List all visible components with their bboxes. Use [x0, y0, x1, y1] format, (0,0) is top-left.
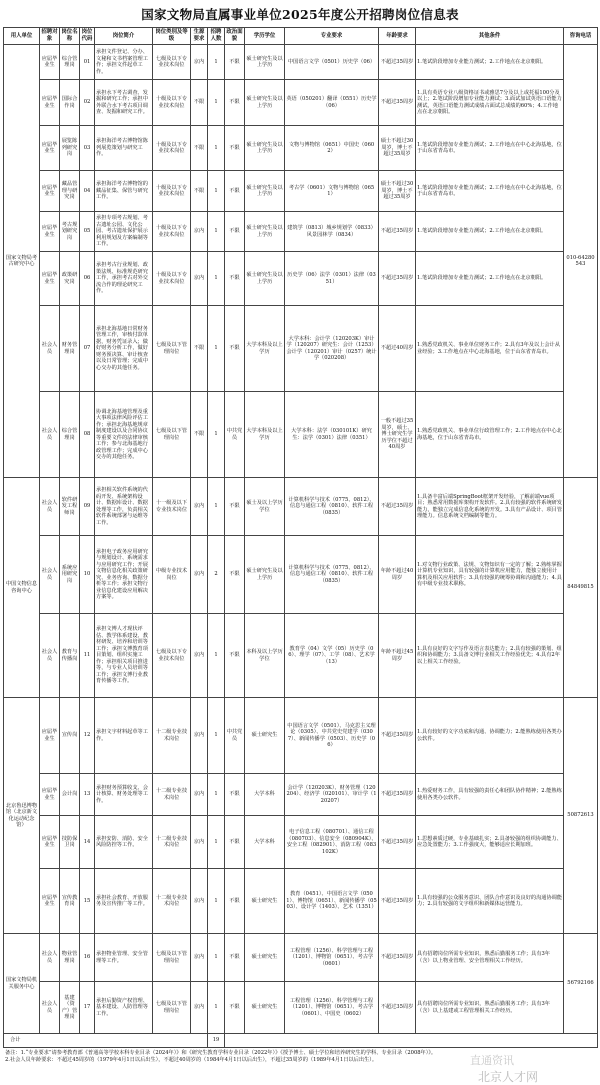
- conditions-cell: 具有招聘岗位所需专业知识，熟悉后勤服务工作；具有3年（含）以上物业管理、安全管理相关工作经历。: [416, 934, 564, 982]
- political-cell: 不限: [225, 171, 245, 212]
- major-cell: 工程管理（1256）、科学管理与工程（1201）、博物馆（0651）、考古学（0601）: [285, 934, 379, 982]
- target-cell: 应届毕业生: [40, 80, 60, 126]
- intro-cell: 承担物业管理、安全管理等工作。: [95, 934, 153, 982]
- watermark: 直通资讯: [470, 1054, 514, 1067]
- level-cell: 十二级专业技术岗位: [153, 869, 191, 934]
- education-cell: 大学本科: [245, 774, 285, 816]
- level-cell: 十级及以下专业技术岗位: [153, 252, 191, 306]
- political-cell: 不限: [225, 536, 245, 614]
- level-cell: 十二级专业技术岗位: [153, 774, 191, 816]
- document-title: 国家文物局直属事业单位2025年度公开招聘岗位信息表: [141, 7, 459, 22]
- post-name-cell: 政策研究岗: [60, 252, 80, 306]
- post-code-cell: 12: [80, 698, 95, 774]
- education-cell: 硕士研究生及以上学历: [245, 212, 285, 252]
- post-name-cell: 国际合作岗: [60, 80, 80, 126]
- post-name-cell: 基建（资产）管理岗: [60, 982, 80, 1034]
- major-cell: 教育（0451）、中国语言文学（0501）、博物馆（0651）、新闻传播学（0503）、设计学（1403）、艺术（1351）: [285, 869, 379, 934]
- table-row: [4, 212, 598, 252]
- age-cell: 不超过35周岁: [379, 212, 416, 252]
- post-name-cell: 软件研发工程师岗: [60, 478, 80, 536]
- column-header: 咨询电话: [564, 28, 598, 45]
- level-cell: 七级及以下管理岗位: [153, 982, 191, 1034]
- unit-name-cell: 国家文物局机关服务中心: [4, 934, 40, 1034]
- origin-cell: 京内: [191, 982, 208, 1034]
- intro-cell: 承担文博人才现状评估、教学体系建设、教材研发、培养和培训等工作；承担文博教育项目策划、组织实施工作；承担相关项目推进等，与专业人员培训等工作；承担文博行业教育传播等工作。: [95, 614, 153, 698]
- origin-cell: 京内: [191, 614, 208, 698]
- count-cell: 1: [208, 614, 225, 698]
- phone-cell: 010-64280543: [564, 45, 598, 478]
- post-code-cell: 16: [80, 934, 95, 982]
- major-cell: 英语（050201）翻译（0551）历史学（06）: [285, 80, 379, 126]
- post-code-cell: 14: [80, 816, 95, 869]
- intro-cell: 承担海洋考古博物馆陈列展览策划与研究工作。: [95, 126, 153, 171]
- table-row: [4, 934, 598, 982]
- political-cell: 不限: [225, 816, 245, 869]
- political-cell: 不限: [225, 774, 245, 816]
- major-cell: 中国语言文学（0501）历史学（06）: [285, 45, 379, 80]
- unit-name-cell: 北京鲁迅博物馆（北京新文化运动纪念馆）: [4, 698, 40, 934]
- target-cell: 社会人员: [40, 306, 60, 392]
- post-name-cell: 技防保卫岗: [60, 816, 80, 869]
- target-cell: 社会人员: [40, 614, 60, 698]
- level-cell: 七级及以下专业技术岗位: [153, 45, 191, 80]
- origin-cell: 京内: [191, 252, 208, 306]
- political-cell: 不限: [225, 80, 245, 126]
- intro-cell: 承担相关软件系统的代码开发、系统架构设计、数据库设计、数据处理等工作，负责相关软件系统部署与运维等工作。: [95, 478, 153, 536]
- level-cell: 七级及以下专业技术岗位: [153, 614, 191, 698]
- table-row: [4, 536, 598, 614]
- table-row: [4, 252, 598, 306]
- major-cell: 建筑学（0813）城乡规划学（0833）风景园林学（0834）: [285, 212, 379, 252]
- post-name-cell: 综合管理岗: [60, 392, 80, 478]
- column-header: 政治面貌: [225, 28, 245, 45]
- total-label: 合计: [4, 1034, 208, 1048]
- table-row: [4, 774, 598, 816]
- post-code-cell: 06: [80, 252, 95, 306]
- age-cell: 不超过35周岁: [379, 869, 416, 934]
- education-cell: 硕士研究生及以上学历: [245, 80, 285, 126]
- watermark: 北京人才网: [478, 1070, 539, 1084]
- origin-cell: 不限: [191, 126, 208, 171]
- count-cell: 1: [208, 934, 225, 982]
- intro-cell: 承担考古行业规划、政策法规、标准规范研究工作，承担考古对外交流合作的理论研究工作。: [95, 252, 153, 306]
- age-cell: 不超过35周岁: [379, 816, 416, 869]
- conditions-cell: 1.思想素质过硬，专业基础扎实；2.具备较强的组织协调能力、应急处置能力；3.工作强度大，能够适应长期加班。: [416, 816, 564, 869]
- post-code-cell: 01: [80, 45, 95, 80]
- post-name-cell: 系统应用研究岗: [60, 536, 80, 614]
- table-row: [4, 126, 598, 171]
- post-code-cell: 08: [80, 392, 95, 478]
- post-name-cell: 宣传岗: [60, 698, 80, 774]
- intro-cell: 协调北海基地管理及重大事项法律风险评估工作；承担北海基地规章制度建设以及合同协议等重要文件的法律审核工作；参与北海基地行政管理工作；完成中心交办的其他任务。: [95, 392, 153, 478]
- intro-cell: 承担社会教育、开放服务及宣传推广等工作。: [95, 869, 153, 934]
- education-cell: 硕士研究生及以上学历: [245, 171, 285, 212]
- unit-name-cell: 国家文物局考古研究中心: [4, 45, 40, 478]
- origin-cell: 京内: [191, 816, 208, 869]
- post-code-cell: 13: [80, 774, 95, 816]
- origin-cell: 不限: [191, 392, 208, 478]
- post-code-cell: 04: [80, 171, 95, 212]
- intro-cell: 承担北海基地日常财务管理工作，审核付款单据，财务凭证录入；做好财务分析工作，做好财务预决算、审计核查以及日常管理；完成中心交办的其他任务。: [95, 306, 153, 392]
- count-cell: 1: [208, 392, 225, 478]
- intro-cell: 承担财务预算收支、会计核算、财务处理等工作。: [95, 774, 153, 816]
- post-name-cell: 物业管理岗: [60, 934, 80, 982]
- major-cell: 历史学（06）法学（0301）法律（0351）: [285, 252, 379, 306]
- intro-cell: 承担专项考古规划、考古遗址公园、文化公园、考古遗址保护展示利用规划及方案编制等工作。: [95, 212, 153, 252]
- conditions-cell: 1.笔试阶段增加专业能力测试；2.工作地点在中心北海基地，位于山东省青岛市。: [416, 126, 564, 171]
- education-cell: 大学本科: [245, 816, 285, 869]
- column-header: 岗位类别及等级: [153, 28, 191, 45]
- total-blank: [225, 1034, 598, 1048]
- target-cell: 应届毕业生: [40, 252, 60, 306]
- political-cell: 不限: [225, 45, 245, 80]
- target-cell: 应届毕业生: [40, 774, 60, 816]
- education-cell: 硕士研究生及以上学历: [245, 126, 285, 171]
- level-cell: 七级及以下管理岗位: [153, 934, 191, 982]
- intro-cell: 承担电子政务应用研究与规划设计、系统需求与应用研究工作；开展文物信息化相关政策研究、业务咨询、数据分析等工作；承担文物行业信息化建设应用解决方案等。: [95, 536, 153, 614]
- level-cell: 十二级专业技术岗位: [153, 698, 191, 774]
- intro-cell: 承担后勤资产权管理、基本建设、人防管理等工作。: [95, 982, 153, 1034]
- intro-cell: 承担文字材料起草等工作。: [95, 698, 153, 774]
- count-cell: 1: [208, 982, 225, 1034]
- post-code-cell: 17: [80, 982, 95, 1034]
- conditions-cell: 1.具有英语专业八级资格证书或雅思7分及以上或托福100分及以上；2.笔试阶段增加专业能力测试；3.面试加试英语口语能力测试，英语口语能力测试成绩占面试总成绩的60%；4.工作地点在北京朝阳。: [416, 80, 564, 126]
- phone-cell: 84849815: [564, 478, 598, 698]
- total-count: 19: [208, 1034, 225, 1048]
- intro-cell: 承担文件登记、分办、文秘和文书档案管理工作；承担文件起草工作。: [95, 45, 153, 80]
- target-cell: 社会人员: [40, 392, 60, 478]
- conditions-cell: 1.具有良好的文字写作及语言表达能力；2.具有较强的策划、组织和协调能力；3.具备文博行业相关工作经验优先；4.具有2年以上相关工作经验。: [416, 614, 564, 698]
- age-cell: 不超过35周岁: [379, 982, 416, 1034]
- target-cell: 应届毕业生: [40, 698, 60, 774]
- count-cell: 1: [208, 816, 225, 869]
- unit-name-cell: 中国文物信息咨询中心: [4, 478, 40, 698]
- table-row: [4, 698, 598, 774]
- table-row: [4, 982, 598, 1034]
- age-cell: 硕士不超过30周岁，博士不超过35周岁: [379, 171, 416, 212]
- table-row: [4, 478, 598, 536]
- education-cell: 硕士研究生: [245, 934, 285, 982]
- origin-cell: 京内: [191, 774, 208, 816]
- education-cell: 硕士研究生: [245, 698, 285, 774]
- origin-cell: 不限: [191, 306, 208, 392]
- political-cell: 不限: [225, 614, 245, 698]
- table-row: [4, 80, 598, 126]
- table-body: [4, 45, 598, 1048]
- age-cell: 不超过35周岁: [379, 698, 416, 774]
- origin-cell: 不限: [191, 80, 208, 126]
- origin-cell: 京内: [191, 934, 208, 982]
- education-cell: 硕士研究生及以上学历: [245, 252, 285, 306]
- political-cell: 不限: [225, 934, 245, 982]
- education-cell: 大学本科及以上学历: [245, 306, 285, 392]
- conditions-cell: 1.笔试阶段增加专业能力测试；2.工作地点在北京朝阳。: [416, 252, 564, 306]
- level-cell: 七级及以下管理岗位: [153, 306, 191, 392]
- post-code-cell: 03: [80, 126, 95, 171]
- target-cell: 社会人员: [40, 982, 60, 1034]
- major-cell: 大学本科：会计学（120203K）审计学（120207）研究生：会计（1253）会计学（120201）审计（0257）统计学（020208）: [285, 306, 379, 392]
- column-header: 年龄要求: [379, 28, 416, 45]
- table-header-row: [4, 28, 598, 45]
- count-cell: 1: [208, 774, 225, 816]
- major-cell: 工程管理（1256）、科学管理与工程（1201）、博物馆（0651）、考古学（0601）、中国史（0602）: [285, 982, 379, 1034]
- post-name-cell: 财务管理岗: [60, 306, 80, 392]
- education-cell: 硕士研究生: [245, 869, 285, 934]
- level-cell: 十一级及以下专业技术岗位: [153, 478, 191, 536]
- origin-cell: 京内: [191, 869, 208, 934]
- count-cell: 1: [208, 126, 225, 171]
- count-cell: 1: [208, 252, 225, 306]
- age-cell: 一般不超过35周岁，硕士、博士研究生学历学位不超过40周岁: [379, 392, 416, 478]
- intro-cell: 承担海洋考古博物馆的藏品征集、保管与研究工作。: [95, 171, 153, 212]
- origin-cell: 不限: [191, 171, 208, 212]
- major-cell: 大学本科：法学（030101K）研究生：法学（0301）法律（0351）: [285, 392, 379, 478]
- major-cell: 中国语言文学（0501）、马克思主义理论（0305）、中共党史党建学（0307）、新闻传播学（0503）、历史学（06）: [285, 698, 379, 774]
- origin-cell: 京内: [191, 212, 208, 252]
- conditions-cell: 具有招聘岗位所需专业知识，熟悉后勤服务工作；具有3年（含）以上基建或工程管理相关工作经历。: [416, 982, 564, 1034]
- political-cell: 不限: [225, 306, 245, 392]
- major-cell: 计算机科学与技术（0775、0812）、信息与通信工程（0810）、软件工程（0835）: [285, 536, 379, 614]
- target-cell: 应届毕业生: [40, 126, 60, 171]
- political-cell: 中共党员: [225, 698, 245, 774]
- job-table: [3, 27, 598, 1048]
- count-cell: 1: [208, 306, 225, 392]
- major-cell: 计算机科学与技术（0775、0812）、信息与通信工程（0810）、软件工程（0835）: [285, 478, 379, 536]
- major-cell: 考古学（0601）文物与博物馆（0651）: [285, 171, 379, 212]
- phone-cell: 56792166: [564, 934, 598, 1034]
- conditions-cell: 1.熟悉党政机关、事业单位行政管理工作；2.工作地点在中心北海基地，位于山东省青岛市。: [416, 392, 564, 478]
- major-cell: 电子信息工程（080701）、通信工程（080703）、信息安全（080904K）、安全工程（082901）、消防工程（083102K）: [285, 816, 379, 869]
- conditions-cell: 1.具有较好的文字功底和沟通、协调能力；2.能熟练使用各类办公软件。: [416, 698, 564, 774]
- column-header: 岗位名称: [60, 28, 80, 45]
- note-line: 备注：1.“专业要求”请参考教育部《普通高等学校本科专业目录（2024年）》和《研究生教育学科专业目录（2022年）》《授予博士、硕士学位和培养研究生的学科、专业目录（2008年）》。: [5, 1050, 437, 1056]
- total-row: [4, 1034, 598, 1048]
- intro-cell: 承担水下考古调查、发掘和研究工作；承担中外联合水下考古项目调查、发掘和研究工作。: [95, 80, 153, 126]
- target-cell: 应届毕业生: [40, 171, 60, 212]
- origin-cell: 京内: [191, 478, 208, 536]
- political-cell: 不限: [225, 869, 245, 934]
- political-cell: 不限: [225, 126, 245, 171]
- count-cell: 1: [208, 80, 225, 126]
- target-cell: 社会人员: [40, 934, 60, 982]
- post-name-cell: 宣传教育岗: [60, 869, 80, 934]
- target-cell: 社会人员: [40, 478, 60, 536]
- age-cell: 不超过35周岁: [379, 774, 416, 816]
- origin-cell: 京内: [191, 45, 208, 80]
- target-cell: 应届毕业生: [40, 212, 60, 252]
- conditions-cell: 1.笔试阶段增加专业能力测试；2.工作地点在中心北海基地，位于山东省青岛市。: [416, 171, 564, 212]
- conditions-cell: 1.热爱财务工作，具有较强的责任心和团队协作精神；2.能熟练使用各类办公软件。: [416, 774, 564, 816]
- education-cell: 硕士及以上学历学位: [245, 478, 285, 536]
- conditions-cell: 1.熟悉党政机关、事业单位财务工作；2.具有3年及以上会计从业经验；3.工作地点在中心北海基地，位于山东省青岛市。: [416, 306, 564, 392]
- political-cell: 中共党员: [225, 392, 245, 478]
- origin-cell: 京内: [191, 536, 208, 614]
- political-cell: 不限: [225, 478, 245, 536]
- target-cell: 应届毕业生: [40, 869, 60, 934]
- major-cell: 文物与博物馆（0651）中国史（0602）: [285, 126, 379, 171]
- count-cell: 1: [208, 698, 225, 774]
- column-header: 学历学位: [245, 28, 285, 45]
- target-cell: 应届毕业生: [40, 45, 60, 80]
- post-name-cell: 展览陈列研究岗: [60, 126, 80, 171]
- education-cell: 本科及以上学历学位: [245, 614, 285, 698]
- note-line: 2.社会人员年龄要求：不超过45周岁的（1979年4月1日以后出生），不超过40周岁的（1984年4月1日以后出生），不超过35周岁的（1989年4月1日以后出生）。: [5, 1057, 378, 1064]
- intro-cell: 承担安防、消防、安全风险防控等工作。: [95, 816, 153, 869]
- level-cell: 十级及以下专业技术岗位: [153, 80, 191, 126]
- political-cell: 不限: [225, 212, 245, 252]
- education-cell: 大学本科及以上学历: [245, 392, 285, 478]
- count-cell: 1: [208, 45, 225, 80]
- education-cell: 硕士研究生及以上学历: [245, 45, 285, 80]
- post-code-cell: 11: [80, 614, 95, 698]
- post-code-cell: 02: [80, 80, 95, 126]
- age-cell: 不超过35周岁: [379, 478, 416, 536]
- origin-cell: 京内: [191, 698, 208, 774]
- level-cell: 七级及以下管理岗位: [153, 392, 191, 478]
- level-cell: 中级专业技术岗位: [153, 536, 191, 614]
- table-row: [4, 816, 598, 869]
- conditions-cell: 1.笔试阶段增加专业能力测试；2.工作地点在北京朝阳。: [416, 45, 564, 80]
- age-cell: 不超过35周岁: [379, 45, 416, 80]
- level-cell: 十级及以下专业技术岗位: [153, 212, 191, 252]
- column-header: 招聘人数: [208, 28, 225, 45]
- count-cell: 1: [208, 478, 225, 536]
- column-header: 其他条件: [416, 28, 564, 45]
- post-name-cell: 综合管理岗: [60, 45, 80, 80]
- count-cell: 1: [208, 869, 225, 934]
- post-code-cell: 07: [80, 306, 95, 392]
- table-row: [4, 614, 598, 698]
- age-cell: 硕士不超过30周岁，博士不超过35周岁: [379, 126, 416, 171]
- education-cell: 硕士研究生: [245, 982, 285, 1034]
- column-header: 专业要求: [285, 28, 379, 45]
- political-cell: 不限: [225, 252, 245, 306]
- table-row: [4, 869, 598, 934]
- age-cell: 不超过35周岁: [379, 80, 416, 126]
- education-cell: 硕士研究生及以上学历: [245, 536, 285, 614]
- major-cell: 教育学（04）文学（05）历史学（06）、理学（07）、工学（08）、艺术学（13）: [285, 614, 379, 698]
- count-cell: 1: [208, 212, 225, 252]
- post-name-cell: 藏品管理与研究岗: [60, 171, 80, 212]
- column-header: 岗位代码: [80, 28, 95, 45]
- phone-cell: 50872613: [564, 698, 598, 934]
- count-cell: 1: [208, 171, 225, 212]
- table-row: [4, 45, 598, 80]
- conditions-cell: 1.对文物行业政策、法规、文物知识有一定的了解；2.熟练掌握计算机专业知识，具有较强的计算机应用能力，能独立使用计算机及相关应用软件；3.具有较强的统筹协调和沟通能力；4.具有中级专业技术职称。: [416, 536, 564, 614]
- level-cell: 十二级专业技术岗位: [153, 816, 191, 869]
- column-header: 岗位简介: [95, 28, 153, 45]
- post-code-cell: 09: [80, 478, 95, 536]
- political-cell: 不限: [225, 982, 245, 1034]
- post-name-cell: 会计岗: [60, 774, 80, 816]
- level-cell: 十级及以下专业技术岗位: [153, 171, 191, 212]
- table-row: [4, 306, 598, 392]
- post-name-cell: 教育与传播岗: [60, 614, 80, 698]
- column-header: 生源要求: [191, 28, 208, 45]
- post-code-cell: 10: [80, 536, 95, 614]
- table-row: [4, 171, 598, 212]
- count-cell: 2: [208, 536, 225, 614]
- age-cell: 年龄不超过45周岁: [379, 614, 416, 698]
- post-code-cell: 05: [80, 212, 95, 252]
- age-cell: 年龄不超过40周岁: [379, 536, 416, 614]
- target-cell: 社会人员: [40, 536, 60, 614]
- age-cell: 不超过40周岁: [379, 306, 416, 392]
- conditions-cell: 1.具备丰富后端SpringBoot框架开发经验，了解前端vue项目；熟悉常用数据库架构开发软件。2.具有较强的软件系统研发能力，能独立完成信息化系统的开发。3.具有产品设计、项目管理能力。信息系统文档编制等能力。: [416, 478, 564, 536]
- table-row: [4, 392, 598, 478]
- document-page: [3, 3, 597, 1064]
- age-cell: 不超过35周岁: [379, 252, 416, 306]
- column-header: 用人单位: [4, 28, 40, 45]
- post-name-cell: 考古规划研究岗: [60, 212, 80, 252]
- target-cell: 应届毕业生: [40, 816, 60, 869]
- age-cell: 不超过35周岁: [379, 934, 416, 982]
- column-header: 招聘对象: [40, 28, 60, 45]
- major-cell: 会计学（120203K）、财务管理（120204）、经济学（020101）、审计学（120207）: [285, 774, 379, 816]
- conditions-cell: 1.具有较强的公众服务意识、团队合作意识及良好的沟通协调能力；2.具有较强的文字组织和新媒体运营能力。: [416, 869, 564, 934]
- conditions-cell: 1.笔试阶段增加专业能力测试；2.工作地点在北京朝阳。: [416, 212, 564, 252]
- post-code-cell: 15: [80, 869, 95, 934]
- level-cell: 十级及以下专业技术岗位: [153, 126, 191, 171]
